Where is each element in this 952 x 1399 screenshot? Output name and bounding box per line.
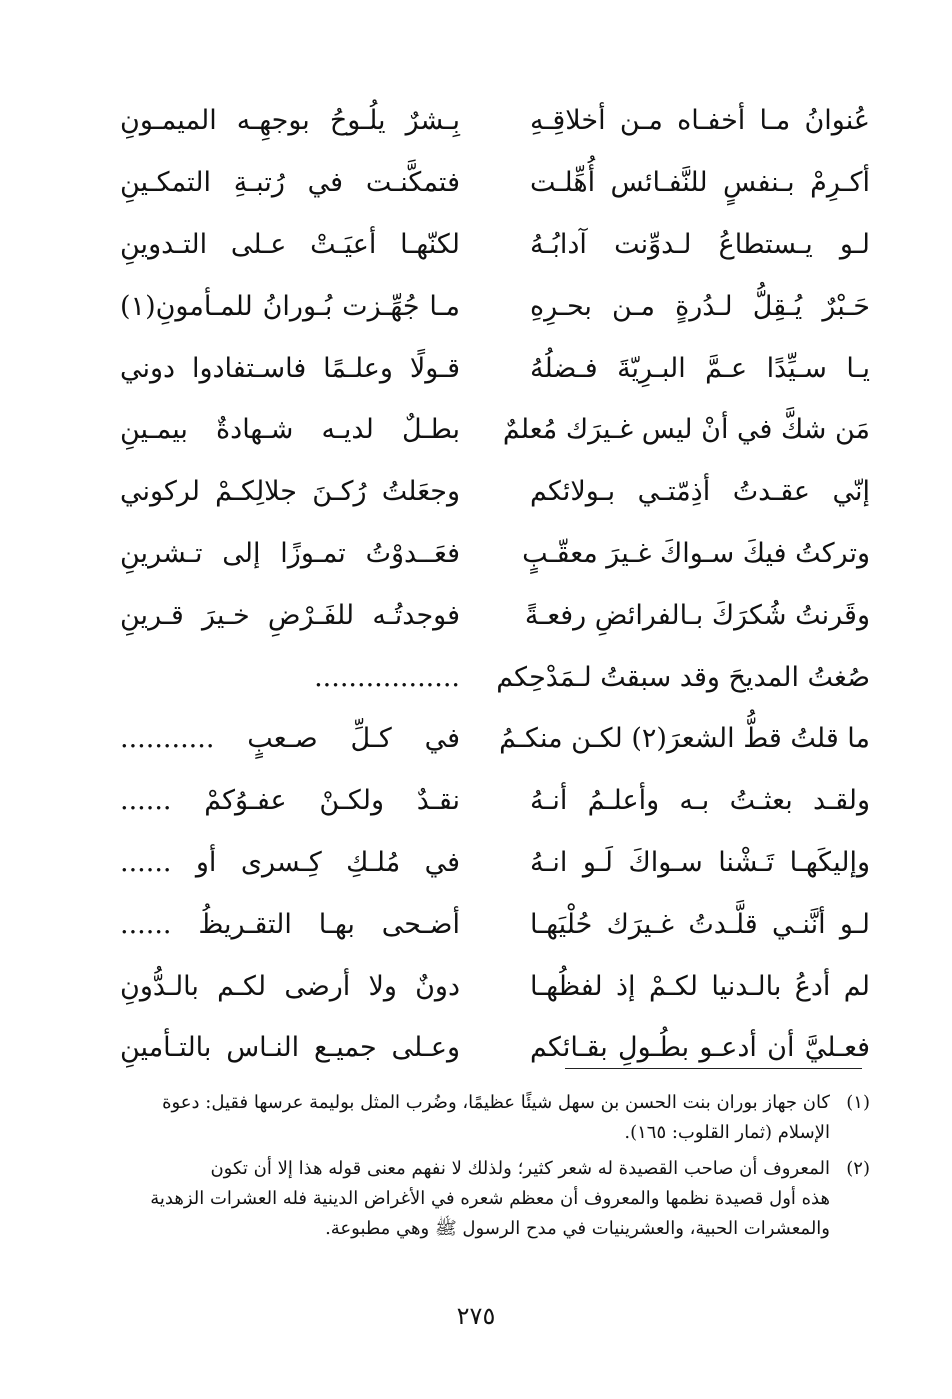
verse-second-hemistich: أضـحى بهـا التقـريظُ ......: [120, 908, 460, 940]
verse-second-hemistich: وعـلى جميـع النـاس بالتـأمينِ: [120, 1032, 460, 1064]
verse-first-hemistich: وتركتُ فيكَ سـواكَ غـيرَ معقّـبٍ: [522, 537, 870, 569]
footnote: [125, 1088, 870, 1148]
verse-first-hemistich: حَـبْرٌ يُـقِلُّ لـدُرةٍ مـن بحـرِهِ: [530, 290, 870, 322]
verse-second-hemistich: وجعَلتُ رُكـنَ جلالِكـمْ لركوني: [120, 476, 460, 508]
verse-second-hemistich: فوجدتُـه للفَـرْضِ خـيرَ قـرينِ: [120, 599, 460, 631]
verse-first-hemistich: لم أدعُ بالـدنيا لكـمْ إذ لفظُهـا: [530, 970, 870, 1002]
verse-second-hemistich: .................: [314, 661, 460, 693]
verse-row: [120, 275, 870, 337]
verse-row: [120, 770, 870, 832]
verse-row: [120, 893, 870, 955]
footnote-text: المعروف أن صاحب القصيدة له شعر كثير؛ ولذلك لا نفهم معنى قوله هذا إلا أن تكون: [210, 1158, 830, 1179]
verse-first-hemistich: وقَرنتُ شُكرَكَ بـالفرائضِ رفعـةً: [524, 599, 870, 631]
verse-second-hemistich: في كـلِّ صـعبٍ ...........: [120, 723, 460, 755]
verse-row: [120, 1017, 870, 1079]
verse-row: [120, 646, 870, 708]
verse-first-hemistich: وإليكَهـا تَـشْنا سـواكَ لَـو انـهُ: [530, 846, 870, 878]
verse-second-hemistich: نقـدٌ ولكـنْ عفـوُكمْ ......: [120, 785, 460, 817]
verse-second-hemistich: قـولًا وعلـمًا فاسـتفادوا دوني: [120, 352, 460, 384]
verse-row: [120, 584, 870, 646]
verse-row: [120, 955, 870, 1017]
verse-row: [120, 461, 870, 523]
verse-row: [120, 399, 870, 461]
verse-first-hemistich: صُغتُ المديحَ وقد سبقتُ لـمَدْحِكم: [496, 661, 870, 693]
verse-row: [120, 832, 870, 894]
verse-first-hemistich: إنّي عقـدتُ أذِمّتـي بـولائكم: [530, 476, 870, 508]
footnote-text: الإسلام (ثمار القلوب: ١٦٥).: [624, 1122, 830, 1143]
verse-row: [120, 708, 870, 770]
footnote-text: كان جهاز بوران بنت الحسن بن سهل شيئًا عظيمًا، وضُرب المثل بوليمة عرسها فقيل: دعوة: [162, 1092, 830, 1113]
verse-second-hemistich: بطـلٌ لديـه شـهادةٌ بيمـينِ: [120, 414, 460, 446]
footnote-text: والمعشرات الحبية، والعشرينيات في مدح الرسول ﷺ وهي مطبوعة.: [325, 1218, 830, 1239]
verse-row: [120, 90, 870, 152]
footnote-number: (٢): [846, 1158, 870, 1179]
verse-second-hemistich: فعَــدوْتُ تمـوزًا إلى تـشرينِ: [120, 537, 460, 569]
verse-first-hemistich: يـا سـيِّدًا عـمَّ البـرِيّةَ فـضلُهُ: [530, 352, 870, 384]
verse-first-hemistich: لـو أنَّنـي قلَّـدتُ غـيرَك حُلْيَهـا: [530, 908, 870, 940]
verse-first-hemistich: مَن شكَّ في أنْ ليس غـيرَك مُعلمٌ: [502, 414, 870, 446]
verse-second-hemistich: في مُلـكِ كِـسرى أو ......: [120, 846, 460, 878]
footnote-divider: [565, 1068, 862, 1069]
verse-row: [120, 214, 870, 276]
verse-second-hemistich: مـا جُهِّـزت بُـورانُ للمـأمونِ(١): [120, 290, 460, 322]
verse-second-hemistich: دونٌ ولا أرضى لكـم بالـدُّونِ: [120, 970, 460, 1002]
page-number: ٢٧٥: [456, 1302, 496, 1330]
verse-row: [120, 337, 870, 399]
verse-first-hemistich: فعـليَّ أن أدعـو بطُـولِ بقـائكم: [530, 1032, 870, 1064]
verse-row: [120, 152, 870, 214]
verse-first-hemistich: ما قلتُ قطُّ الشعرَ(٢) لكـن منكـمُ: [499, 723, 870, 755]
footnote: [125, 1154, 870, 1244]
verse-row: [120, 523, 870, 585]
verse-second-hemistich: لكنّهـا أعيَـتْ عـلى التـدوينِ: [120, 228, 460, 260]
verse-first-hemistich: ولقـد بعثـتُ بـه وأعلـمُ أنـهُ: [530, 785, 870, 817]
footnote-number: (١): [846, 1092, 870, 1113]
verse-first-hemistich: عُنوانُ مـا أخفـاه مـن أخلاقِـهِ: [530, 105, 870, 137]
verse-second-hemistich: بِـشرٌ يلُـوحُ بوجهِـه الميمـونِ: [120, 105, 460, 137]
verse-first-hemistich: لـو يـستطاعُ لـدوِّنت آدابُـهُ: [530, 228, 870, 260]
verse-second-hemistich: فتمكَّنـت في رُتبـةِ التمكـينِ: [120, 167, 460, 199]
footnote-text: هذه أول قصيدة نظمها والمعروف أن معظم شعره في الأغراض الدينية فله العشرات الزهدية: [150, 1188, 830, 1209]
verse-first-hemistich: أكـرِمْ بـنفسٍ للنَّفـائس أُهِّلـت: [530, 167, 870, 199]
poem: [120, 90, 870, 1079]
footnotes: [125, 1088, 870, 1244]
